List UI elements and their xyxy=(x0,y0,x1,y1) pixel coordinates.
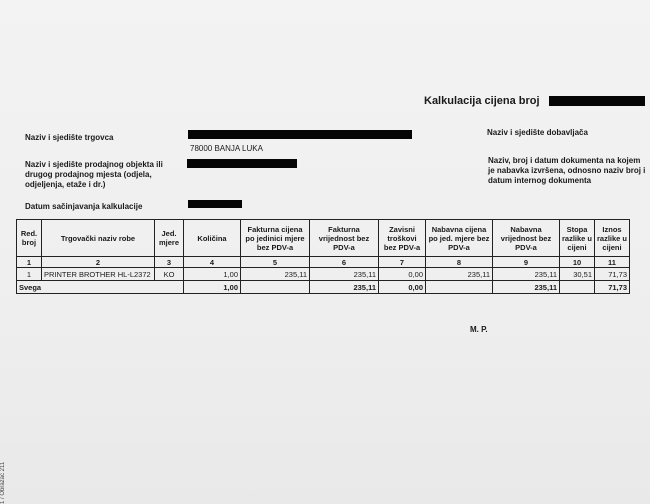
header-fakturna-vrijednost: Fakturna vrijednost bez PDV-a xyxy=(310,220,379,257)
supplier-label: Naziv i sjedište dobavljača xyxy=(487,128,588,137)
header-kolicina: Količina xyxy=(184,220,241,257)
header-jed-mjere: Jed. mjere xyxy=(155,220,184,257)
header-nabavna-vrijednost: Nabavna vrijednost bez PDV-a xyxy=(493,220,560,257)
total-nabavna-vrijednost: 235,11 xyxy=(493,281,560,294)
column-number: 2 xyxy=(42,257,155,268)
redacted-trader-name xyxy=(188,130,412,139)
redacted-date xyxy=(188,200,242,208)
form-code: 1 / Obrazac 211 xyxy=(0,461,6,504)
cell-kolicina: 1,00 xyxy=(184,268,241,281)
table-header-row xyxy=(17,220,630,257)
cell-iznos-razlike: 71,73 xyxy=(595,268,630,281)
cell-fakturna-cijena: 235,11 xyxy=(241,268,310,281)
column-number: 8 xyxy=(426,257,493,268)
cell-red-broj: 1 xyxy=(17,268,42,281)
total-empty-cell xyxy=(241,281,310,294)
stamp-mark: M. P. xyxy=(470,325,488,334)
header-zavisni-troskovi: Zavisni troškovi bez PDV-a xyxy=(379,220,426,257)
column-number: 7 xyxy=(379,257,426,268)
calculation-date-label: Datum sačinjavanja kalkulacije xyxy=(25,202,143,211)
header-iznos-razlike: Iznos razlike u cijeni xyxy=(595,220,630,257)
column-number: 9 xyxy=(493,257,560,268)
column-number-row xyxy=(17,257,630,268)
outlet-label: Naziv i sjedište prodajnog objekta ili drugog prodajnog mjesta (odjela, odjeljenja, etaže i dr.) xyxy=(25,160,163,189)
header-naziv-robe: Trgovački naziv robe xyxy=(42,220,155,257)
header-nabavna-cijena: Nabavna cijena po jed. mjere bez PDV-a xyxy=(426,220,493,257)
table-row xyxy=(17,268,630,281)
cell-zavisni-troskovi: 0,00 xyxy=(379,268,426,281)
cell-naziv-robe: PRINTER BROTHER HL-L2372 xyxy=(42,268,155,281)
cell-jed-mjere: KO xyxy=(155,268,184,281)
redacted-outlet xyxy=(187,159,297,168)
totals-row xyxy=(17,281,630,294)
trader-name-label: Naziv i sjedište trgovca xyxy=(25,133,114,142)
document-title: Kalkulacija cijena broj xyxy=(424,95,540,107)
total-empty-cell xyxy=(426,281,493,294)
cell-nabavna-cijena: 235,11 xyxy=(426,268,493,281)
purchase-document-label: Naziv, broj i datum dokumenta na kojem je nabavka izvršena, odnosno naziv broj i datum internog dokumenta xyxy=(488,156,646,185)
column-number: 5 xyxy=(241,257,310,268)
total-kolicina: 1,00 xyxy=(184,281,241,294)
total-empty-cell xyxy=(560,281,595,294)
cell-fakturna-vrijednost: 235,11 xyxy=(310,268,379,281)
header-stopa-razlike: Stopa razlike u cijeni xyxy=(560,220,595,257)
total-fakturna-vrijednost: 235,11 xyxy=(310,281,379,294)
header-fakturna-cijena: Fakturna cijena po jedinici mjere bez PDV-a xyxy=(241,220,310,257)
cell-stopa-razlike: 30,51 xyxy=(560,268,595,281)
calculation-table xyxy=(16,219,630,294)
header-red-broj: Red. broj xyxy=(17,220,42,257)
column-number: 10 xyxy=(560,257,595,268)
totals-label: Svega xyxy=(17,281,184,294)
column-number: 6 xyxy=(310,257,379,268)
cell-nabavna-vrijednost: 235,11 xyxy=(493,268,560,281)
trader-city: 78000 BANJA LUKA xyxy=(190,144,263,153)
total-iznos-razlike: 71,73 xyxy=(595,281,630,294)
total-zavisni-troskovi: 0,00 xyxy=(379,281,426,294)
column-number: 3 xyxy=(155,257,184,268)
redacted-document-number xyxy=(549,96,645,106)
column-number: 1 xyxy=(17,257,42,268)
column-number: 4 xyxy=(184,257,241,268)
column-number: 11 xyxy=(595,257,630,268)
